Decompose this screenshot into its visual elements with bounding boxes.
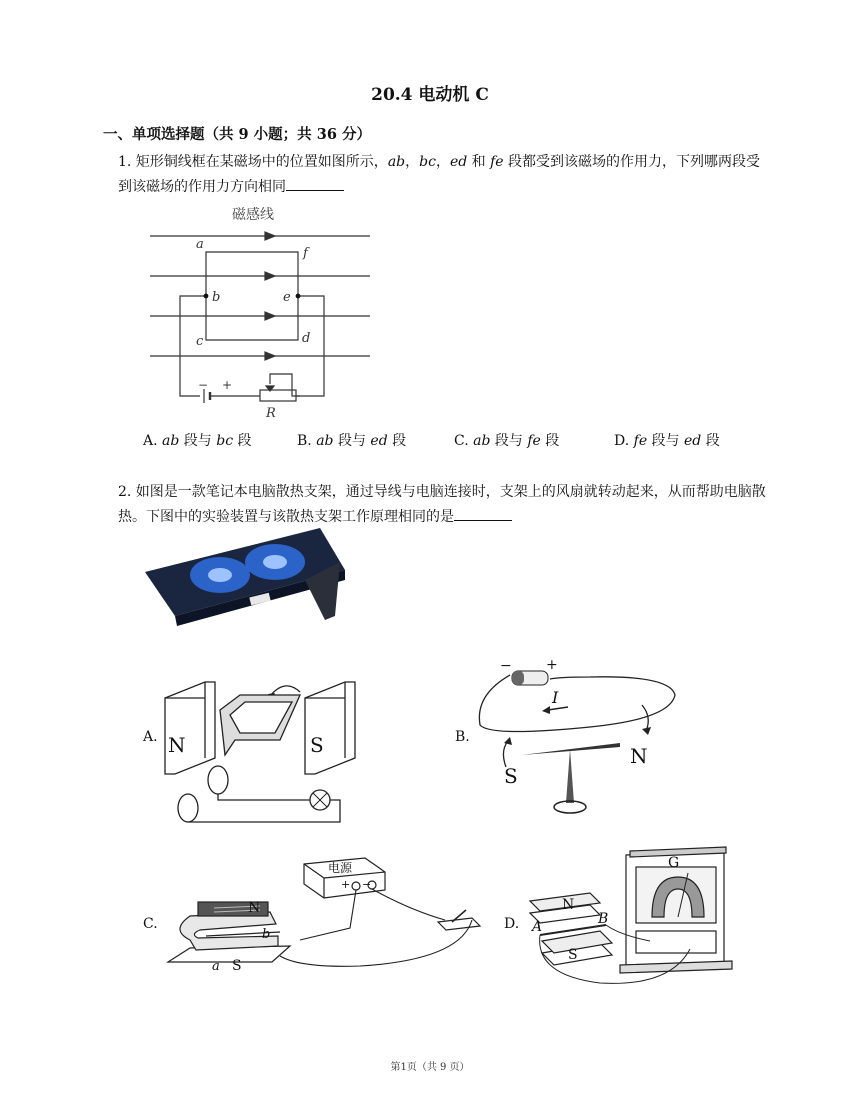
page-title: 20.4 电动机 C xyxy=(371,85,489,105)
q2-option-a-figure xyxy=(160,640,360,830)
option-seg: ab xyxy=(316,433,334,449)
option-key: D. xyxy=(614,433,634,449)
battery-minus: − xyxy=(500,658,512,674)
label-a: a xyxy=(196,237,204,252)
power-supply-label: 电源 xyxy=(328,861,353,875)
question-1 xyxy=(118,150,768,200)
option-seg: fe xyxy=(633,433,648,449)
galvanometer-g: G xyxy=(668,855,680,871)
option-seg: bc xyxy=(216,433,234,449)
power-plus: + xyxy=(341,878,351,891)
q1-option-d[interactable] xyxy=(614,430,720,450)
q2-option-d-label[interactable]: D. xyxy=(504,916,520,932)
q1-seg-ed: ed xyxy=(449,154,468,170)
label-b: B xyxy=(598,911,609,927)
option-text: 段与 xyxy=(490,433,528,449)
option-seg: ab xyxy=(473,433,491,449)
compass-s: S xyxy=(504,764,518,788)
label-a: a xyxy=(212,959,220,974)
magnet-n: N xyxy=(248,900,261,916)
magnet-n: N xyxy=(562,897,575,913)
option-seg: ed xyxy=(684,433,702,449)
option-key: B. xyxy=(297,433,317,449)
label-e: e xyxy=(283,290,291,305)
label-b: b xyxy=(262,927,271,942)
page-footer: 第1页（共 9 页） xyxy=(390,1062,470,1073)
magnet-s: S xyxy=(232,958,242,974)
q1-option-a[interactable] xyxy=(143,430,252,450)
label-d: d xyxy=(302,331,311,346)
q1-seg-bc: bc xyxy=(419,154,436,170)
option-text: 段与 xyxy=(647,433,685,449)
q2-text: 2. 如图是一款笔记本电脑散热支架，通过导线与电脑连接时，支架上的风扇就转动起来，从而帮助电脑散热。下图中的实验装置与该散热支架工作原理相同的是 xyxy=(118,484,766,525)
option-seg: ab xyxy=(162,433,180,449)
option-seg: ed xyxy=(370,433,388,449)
q1-option-c[interactable] xyxy=(454,430,559,450)
q2-option-d-figure xyxy=(520,845,735,990)
section-heading: 一、单项选择题（共 9 小题；共 36 分） xyxy=(103,126,371,143)
label-a: A xyxy=(532,919,543,935)
field-lines-caption: 磁感线 xyxy=(232,207,274,223)
magnet-s: S xyxy=(310,733,324,757)
q1-tail: 段都受到该磁场的作用力，下列哪两段受到该磁场的作用力方向相同 xyxy=(118,154,761,195)
laptop-cooling-stand-image xyxy=(135,520,355,630)
q1-sep: 和 xyxy=(467,154,491,170)
magnet-n: N xyxy=(168,733,186,757)
option-text: 段 xyxy=(701,433,720,449)
label-f: f xyxy=(303,246,308,261)
label-r: R xyxy=(266,406,276,420)
q1-sep: ， xyxy=(435,154,450,170)
compass-n: N xyxy=(630,744,648,768)
current-i: I xyxy=(552,688,559,707)
power-minus: − xyxy=(362,878,372,891)
q2-option-a-label[interactable]: A. xyxy=(143,729,158,745)
option-seg: fe xyxy=(527,433,541,449)
q1-option-b[interactable] xyxy=(297,430,406,450)
option-text: 段 xyxy=(233,433,252,449)
q1-sep: ， xyxy=(405,154,420,170)
q1-circuit-figure xyxy=(140,200,380,420)
q1-seg-fe: fe xyxy=(490,154,504,170)
q1-lead: 1. 矩形铜线框在某磁场中的位置如图所示， xyxy=(118,154,388,170)
label-b: b xyxy=(212,290,221,305)
label-minus: − xyxy=(198,378,209,392)
option-key: C. xyxy=(454,433,474,449)
answer-blank[interactable] xyxy=(286,176,344,191)
q1-seg-ab: ab xyxy=(387,154,406,170)
option-text: 段 xyxy=(387,433,407,449)
q2-option-c-figure xyxy=(160,850,490,980)
q2-option-b-label[interactable]: B. xyxy=(455,729,470,745)
answer-blank[interactable] xyxy=(454,506,512,521)
option-text: 段与 xyxy=(179,433,217,449)
label-c: c xyxy=(196,334,204,349)
battery-plus: + xyxy=(546,657,558,673)
label-plus: + xyxy=(222,378,233,392)
option-text: 段 xyxy=(540,433,560,449)
q2-option-c-label[interactable]: C. xyxy=(143,916,158,932)
q2-option-b-figure xyxy=(470,655,690,825)
option-text: 段与 xyxy=(333,433,371,449)
magnet-s: S xyxy=(568,947,578,963)
option-key: A. xyxy=(143,433,163,449)
